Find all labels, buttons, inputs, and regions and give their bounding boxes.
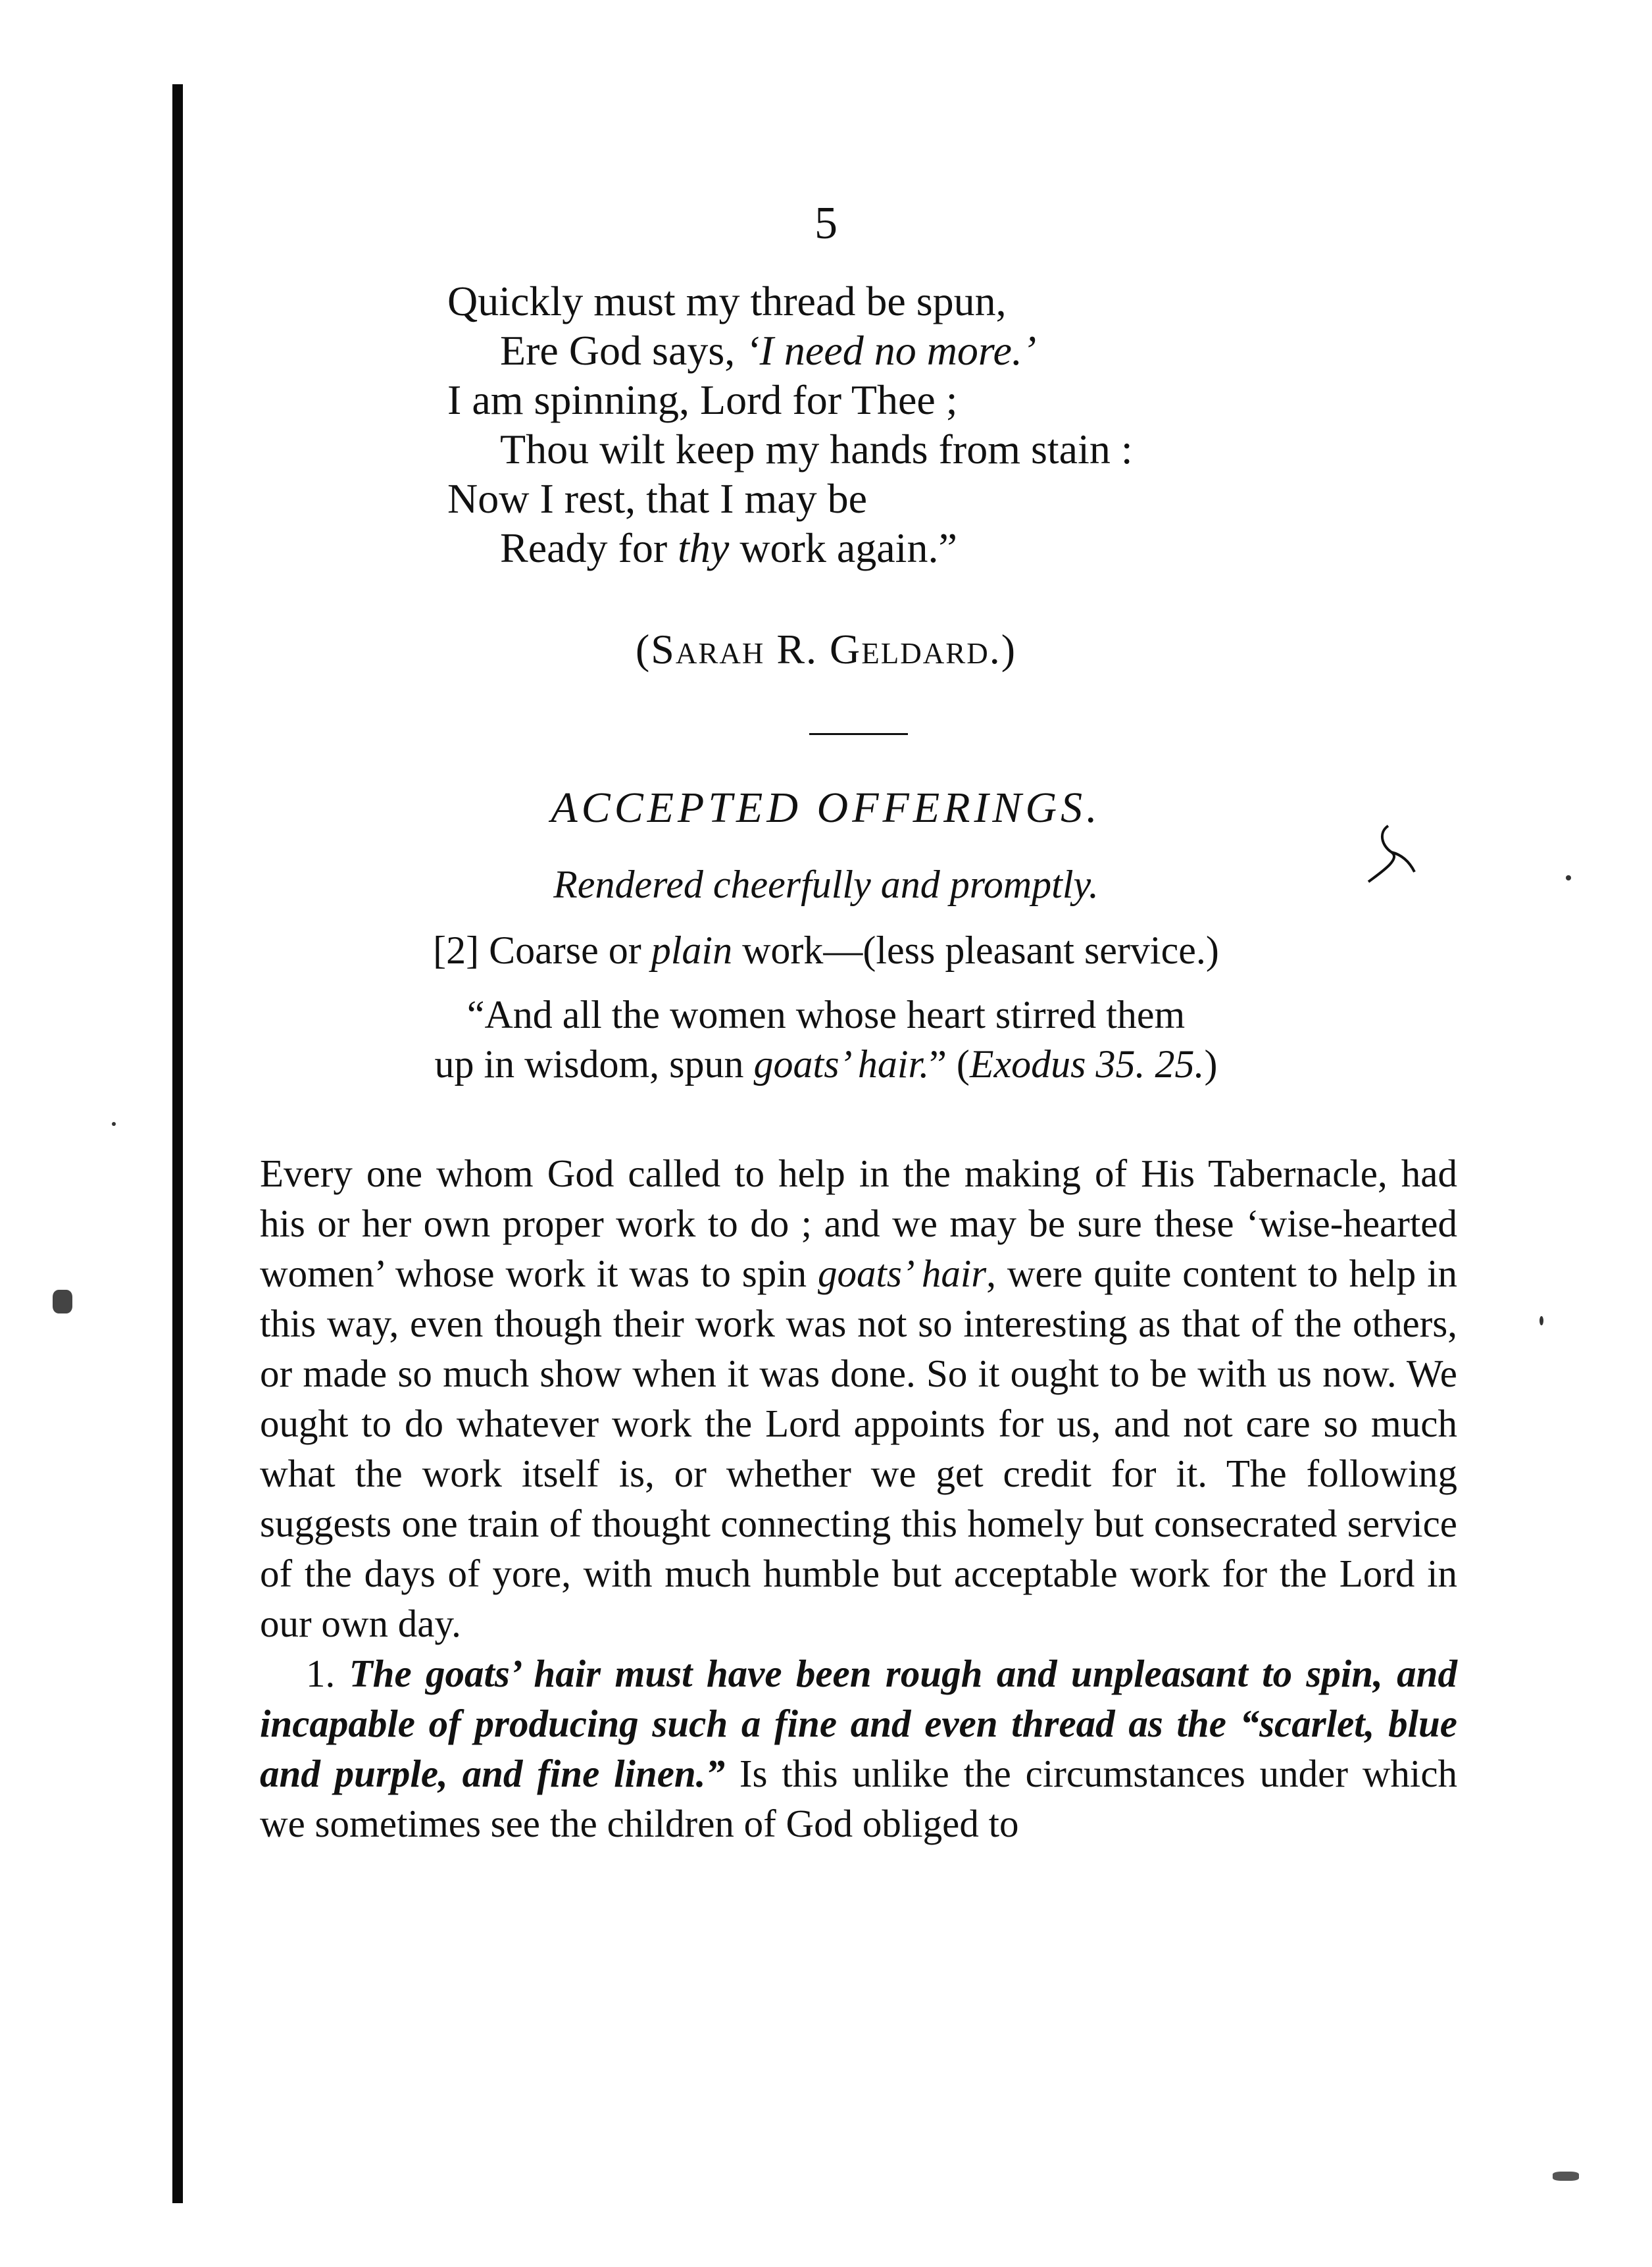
poem-line-6-tail: work again.” (729, 524, 957, 571)
paragraph-2-tail: Is this unlike the circumstances under which we sometimes see the children of God obliged to (260, 1752, 1458, 1845)
poem-line-6-emphasis: thy (678, 524, 730, 571)
scripture-quote (0, 990, 1652, 1089)
paragraph-1-tail: , were quite content to help in this way, even though their work was not so interesting as that of the others, or made so much show when it was done. So it ought to be with us now. We ought to do whatever work the Lord appoints for us, and not care so much what the work itself is, or whether we get credit for it. The following suggests one train of thought connecting this homely but consecrated service of the days of yore, with much humble but acceptable work for the Lord in our own day. (260, 1252, 1457, 1645)
page-number: 5 (814, 198, 838, 249)
quote-line-1: “And all the women whose heart stirred them (466, 993, 1186, 1036)
paragraph-1-text: Every one whom God called to help in the making of His Tabernacle, had his or her own proper work to do ; and we may be sure these ‘wise-hearted women’ whose work it was to spin (260, 1152, 1457, 1295)
poem-line-2-text: Ere God says, (500, 327, 746, 374)
quote-reference: Exodus 35. 25. (969, 1042, 1205, 1086)
scan-speck (1539, 1316, 1543, 1325)
poem-line-2-emphasis: ‘I need no more.’ (745, 327, 1037, 374)
paragraph-1 (260, 1148, 1457, 1648)
poem-line-1: Quickly must my thread be spun, (447, 278, 1007, 324)
poem-attribution: (Sarah R. Geldard.) (635, 626, 1017, 673)
poem-line-6-text: Ready for (500, 524, 678, 571)
quote-line-2-text: up in wisdom, spun (434, 1042, 754, 1086)
handwritten-mark-icon (1342, 819, 1421, 892)
poem-line-6 (447, 523, 1434, 573)
poem-line-2 (447, 326, 1434, 375)
section-heading (0, 928, 1652, 973)
page-binding-edge (172, 84, 183, 2203)
poem (447, 276, 1434, 573)
point-number: 1. (306, 1652, 349, 1695)
section-heading-text: [2] Coarse or (433, 929, 651, 972)
scan-speck (53, 1290, 72, 1313)
point-emphasis: The goats’ hair must have been rough and unpleasant to spin, and incapable of producing such a fine and even thread as the “scarlet, blue and purple, and fine linen.” (260, 1652, 1457, 1795)
section-heading-emphasis: plain (651, 929, 733, 972)
section-subtitle: Rendered cheerfully and promptly. (553, 863, 1099, 906)
section-title: ACCEPTED OFFERINGS. (551, 784, 1101, 832)
scan-speck (112, 1122, 116, 1126)
quote-line-2 (0, 1040, 1652, 1089)
scan-speck (1553, 2172, 1579, 2181)
paragraph-2 (260, 1648, 1457, 1848)
quote-line-2-emphasis: goats’ hair. (753, 1042, 930, 1086)
quote-line-2-mid: ” ( (929, 1042, 970, 1086)
section-heading-tail: work—(less pleasant service.) (732, 929, 1219, 972)
poem-line-3: I am spinning, Lord for Thee ; (447, 376, 958, 423)
quote-line-2-tail: ) (1204, 1042, 1218, 1086)
paragraph-1-emphasis: goats’ hair (818, 1252, 987, 1295)
body-text (260, 1148, 1457, 1848)
poem-line-5: Now I rest, that I may be (447, 475, 868, 522)
section-divider (809, 733, 908, 735)
scan-speck (1566, 875, 1571, 880)
poem-line-4: Thou wilt keep my hands from stain : (500, 426, 1133, 472)
